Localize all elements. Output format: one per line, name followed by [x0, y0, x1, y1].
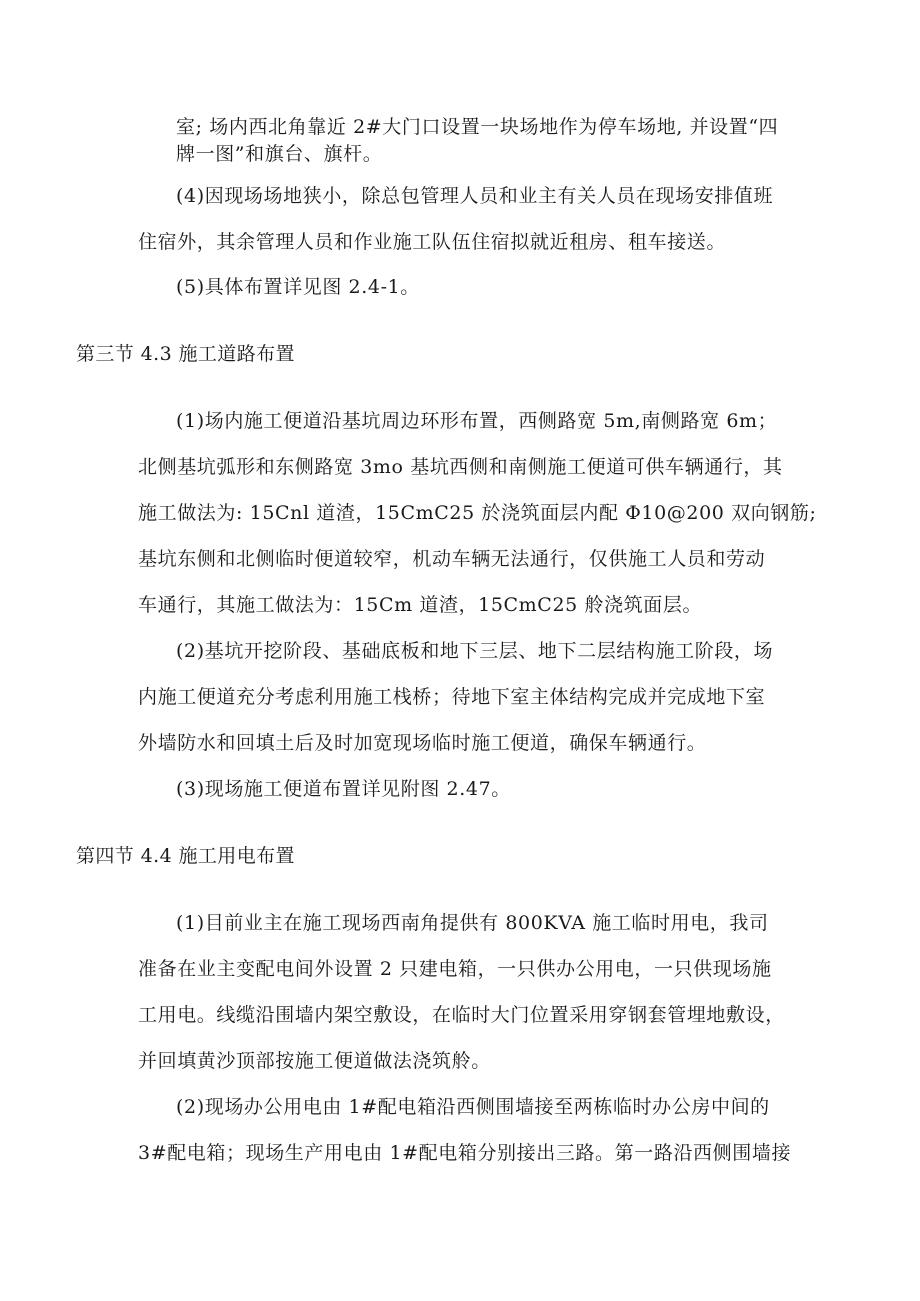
item-4-line-1: (4)因现场场地狭小，除总包管理人员和业主有关人员在现场安排值班 [176, 185, 774, 207]
section-3-p2-line-2: 内施工便道充分考虑利用施工栈桥；待地下室主体结构完成并完成地下室 [138, 686, 766, 708]
intro-line-1: 室; 场内西北角靠近 2#大门口设置一块场地作为停车场地, 并设置“四 [176, 116, 779, 138]
section-4-p1-line-3: 工用电。线缆沿围墙内架空敷设，在临时大门位置采用穿钢套管埋地敷设， [138, 1004, 785, 1026]
section-3-p2-line-1: (2)基坑开挖阶段、基础底板和地下三层、地下二层结构施工阶段，场 [176, 640, 774, 662]
section-4-p2-line-1: (2)现场办公用电由 1#配电箱沿西侧围墙接至两栋临时办公房中间的 [176, 1096, 770, 1118]
section-3-p1-line-4: 基坑东侧和北侧临时便道较窄，机动车辆无法通行，仅供施工人员和劳动 [138, 548, 766, 570]
section-3-p1-line-3: 施工做法为: 15Cnl 道渣，15CmC25 於浇筑面层内配 Φ10@200 双向钢筋; [138, 502, 817, 524]
section-3-p1-line-2: 北侧基坑弧形和东侧路宽 3mo 基坑西侧和南侧施工便道可供车辆通行，其 [138, 456, 783, 478]
section-4-p2-line-2: 3#配电箱；现场生产用电由 1#配电箱分别接出三路。第一路沿西侧围墙接 [138, 1142, 792, 1164]
item-5-line-1: (5)具体布置详见图 2.4-1。 [176, 276, 420, 298]
intro-line-2: 牌一图”和旗台、旗杆。 [176, 143, 383, 165]
section-4-heading: 第四节 4.4 施工用电布置 [76, 845, 295, 867]
section-4-p1-line-1: (1)目前业主在施工现场西南角提供有 800KVA 施工临时用电，我司 [176, 912, 769, 934]
section-4-p1-line-4: 并回填黄沙顶部按施工便道做法浇筑舲。 [138, 1050, 491, 1072]
item-4-line-2: 住宿外，其余管理人员和作业施工队伍住宿拟就近租房、租车接送。 [138, 231, 727, 253]
section-3-p3-line-1: (3)现场施工便道布置详见附图 2.47。 [176, 778, 511, 800]
section-3-p2-line-3: 外墙防水和回填土后及时加宽现场临时施工便道，确保车辆通行。 [138, 732, 707, 754]
section-3-heading: 第三节 4.3 施工道路布置 [76, 343, 295, 365]
section-3-p1-line-5: 车通行，其施工做法为：15Cm 道渣，15CmC25 舲浇筑面层。 [138, 594, 703, 616]
section-3-p1-line-1: (1)场内施工便道沿基坑周边环形布置，西侧路宽 5m,南侧路宽 6m； [176, 410, 778, 432]
section-4-p1-line-2: 准备在业主变配电间外设置 2 只建电箱，一只供办公用电，一只供现场施 [138, 958, 772, 980]
